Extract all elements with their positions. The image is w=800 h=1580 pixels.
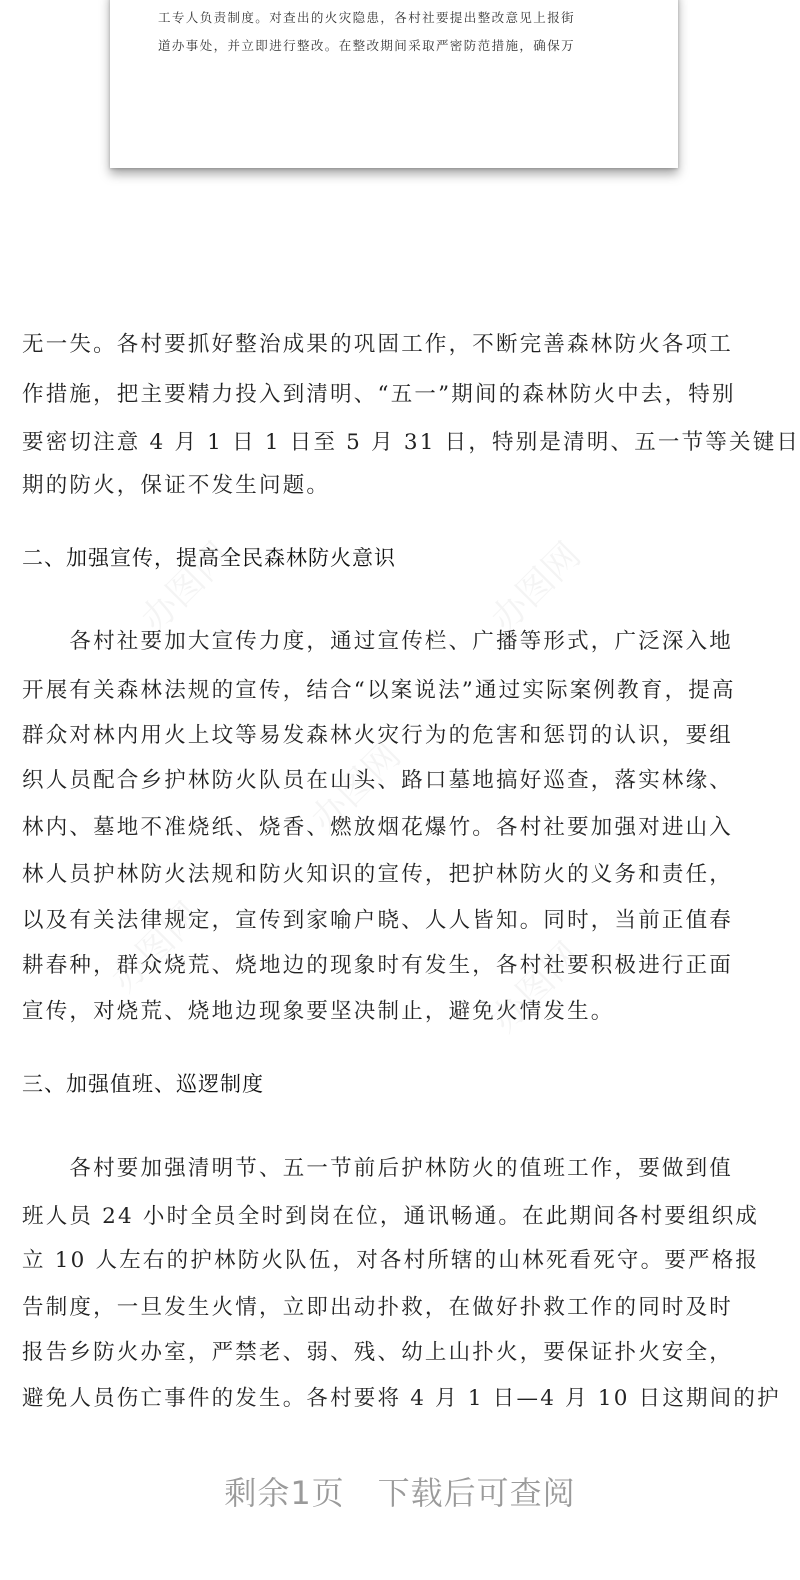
card-text-line: 道办事处，并立即进行整改。在整改期间采取严密防范措施，确保万 (158, 38, 576, 53)
paragraph-line: 织人员配合乡护林防火队员在山头、路口墓地搞好巡查，落实林缘、 (22, 768, 734, 793)
paragraph-line: 开展有关森林法规的宣传，结合“以案说法”通过实际案例教育，提高 (22, 678, 736, 703)
paragraph-line: 林内、墓地不准烧纸、烧香、燃放烟花爆竹。各村社要加强对进山入 (22, 815, 734, 840)
download-prompt[interactable]: 剩余1页 下载后可查阅 (224, 1474, 576, 1512)
paragraph-line: 避免人员伤亡事件的发生。各村要将 4 月 1 日—4 月 10 日这期间的护 (22, 1386, 781, 1411)
paragraph-line: 以及有关法律规定，宣传到家喻户晓、人人皆知。同时，当前正值春 (22, 908, 734, 933)
paragraph-line: 班人员 24 小时全员全时到岗在位，通讯畅通。在此期间各村要组织成 (22, 1204, 760, 1229)
paragraph-line: 无一失。各村要抓好整治成果的巩固工作，不断完善森林防火各项工 (22, 332, 734, 357)
paragraph-line: 耕春种，群众烧荒、烧地边的现象时有发生，各村社要积极进行正面 (22, 953, 734, 978)
paragraph-line: 报告乡防火办室，严禁老、弱、残、幼上山扑火，要保证扑火安全， (22, 1340, 734, 1365)
paragraph-line: 告制度，一旦发生火情，立即出动扑救，在做好扑救工作的同时及时 (22, 1295, 734, 1320)
paragraph-line: 期的防火，保证不发生问题。 (22, 473, 331, 498)
paragraph-line: 作措施，把主要精力投入到清明、“五一”期间的森林防火中去，特别 (22, 382, 736, 407)
card-text-line: 工专人负责制度。对查出的火灾隐患，各村社要提出整改意见上报街 (158, 10, 576, 25)
paragraph-line: 各村社要加大宣传力度，通过宣传栏、广播等形式，广泛深入地 (22, 629, 734, 654)
paragraph-line: 各村要加强清明节、五一节前后护林防火的值班工作，要做到值 (22, 1156, 734, 1181)
paragraph-line: 立 10 人左右的护林防火队伍，对各村所辖的山林死看死守。要严格报 (22, 1248, 760, 1273)
previous-page-card (110, 0, 678, 168)
section-heading: 二、加强宣传，提高全民森林防火意识 (22, 546, 396, 570)
paragraph-line: 林人员护林防火法规和防火知识的宣传，把护林防火的义务和责任， (22, 862, 734, 887)
section-heading: 三、加强值班、巡逻制度 (22, 1072, 264, 1096)
paragraph-line: 要密切注意 4 月 1 日 1 日至 5 月 31 日，特别是清明、五一节等关键日 (22, 430, 800, 455)
paragraph-line: 群众对林内用火上坟等易发森林火灾行为的危害和惩罚的认识，要组 (22, 723, 734, 748)
paragraph-line: 宣传，对烧荒、烧地边现象要坚决制止，避免火情发生。 (22, 999, 615, 1024)
